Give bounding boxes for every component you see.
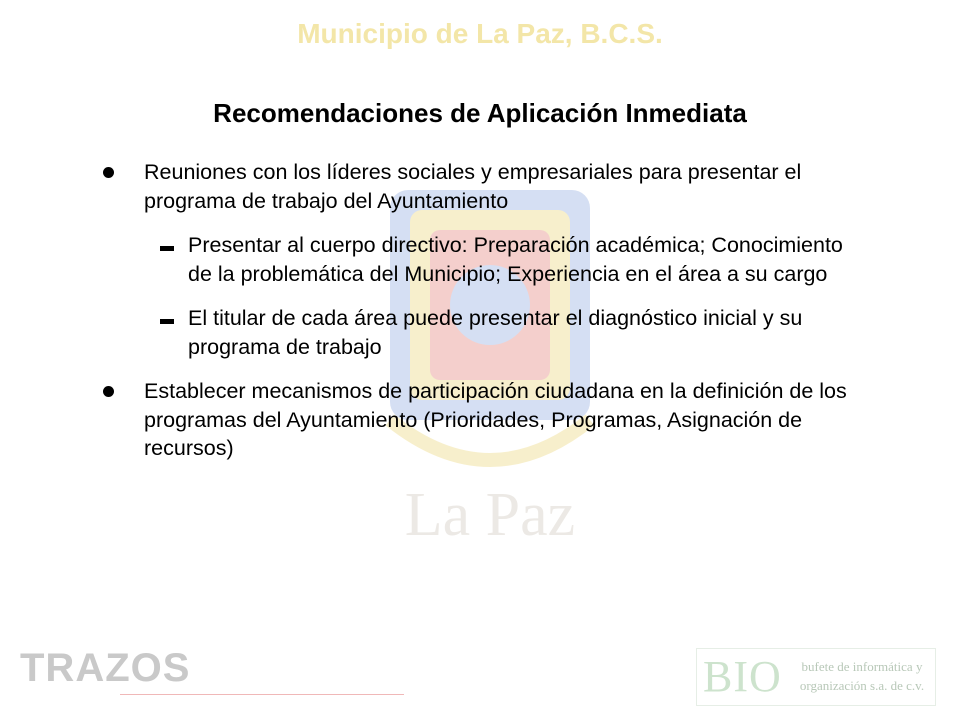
sub-bullet-text: El titular de cada área puede presentar el diagnóstico inicial y su programa de trabajo [188, 306, 803, 359]
dash-bullet-icon [160, 319, 174, 324]
bullet-item [96, 158, 856, 215]
bullet-text: Reuniones con los líderes sociales y empresariales para presentar el programa de trabajo del Ayuntamiento [144, 160, 802, 213]
trazos-logo-text: TRAZOS [20, 646, 191, 690]
slide-content [96, 158, 856, 479]
slide-title: Recomendaciones de Aplicación Inmediata [213, 98, 747, 128]
bullet-text: Establecer mecanismos de participación ciudadana en la definición de los programas del Ayuntamiento (Prioridades, Programas, Asignación de recursos) [144, 379, 847, 460]
bio-tagline: bufete de informática y organización s.a. de c.v. [799, 659, 925, 693]
bullet-dot-icon [103, 167, 114, 178]
divider [120, 694, 404, 695]
bullet-item [96, 377, 856, 463]
sub-bullet-item [96, 304, 856, 361]
dash-bullet-icon [160, 246, 174, 251]
bio-logo [696, 648, 936, 706]
trazos-logo [20, 648, 400, 708]
header-title: Municipio de La Paz, B.C.S. [297, 18, 663, 49]
watermark-text: La Paz [404, 481, 576, 549]
sub-bullet-item [96, 231, 856, 288]
bullet-dot-icon [103, 386, 114, 397]
bio-logo-text: BIO [703, 652, 782, 701]
sub-bullet-text: Presentar al cuerpo directivo: Preparación académica; Conocimiento de la problemática del Municipio; Experiencia en el área a su cargo [188, 233, 843, 286]
